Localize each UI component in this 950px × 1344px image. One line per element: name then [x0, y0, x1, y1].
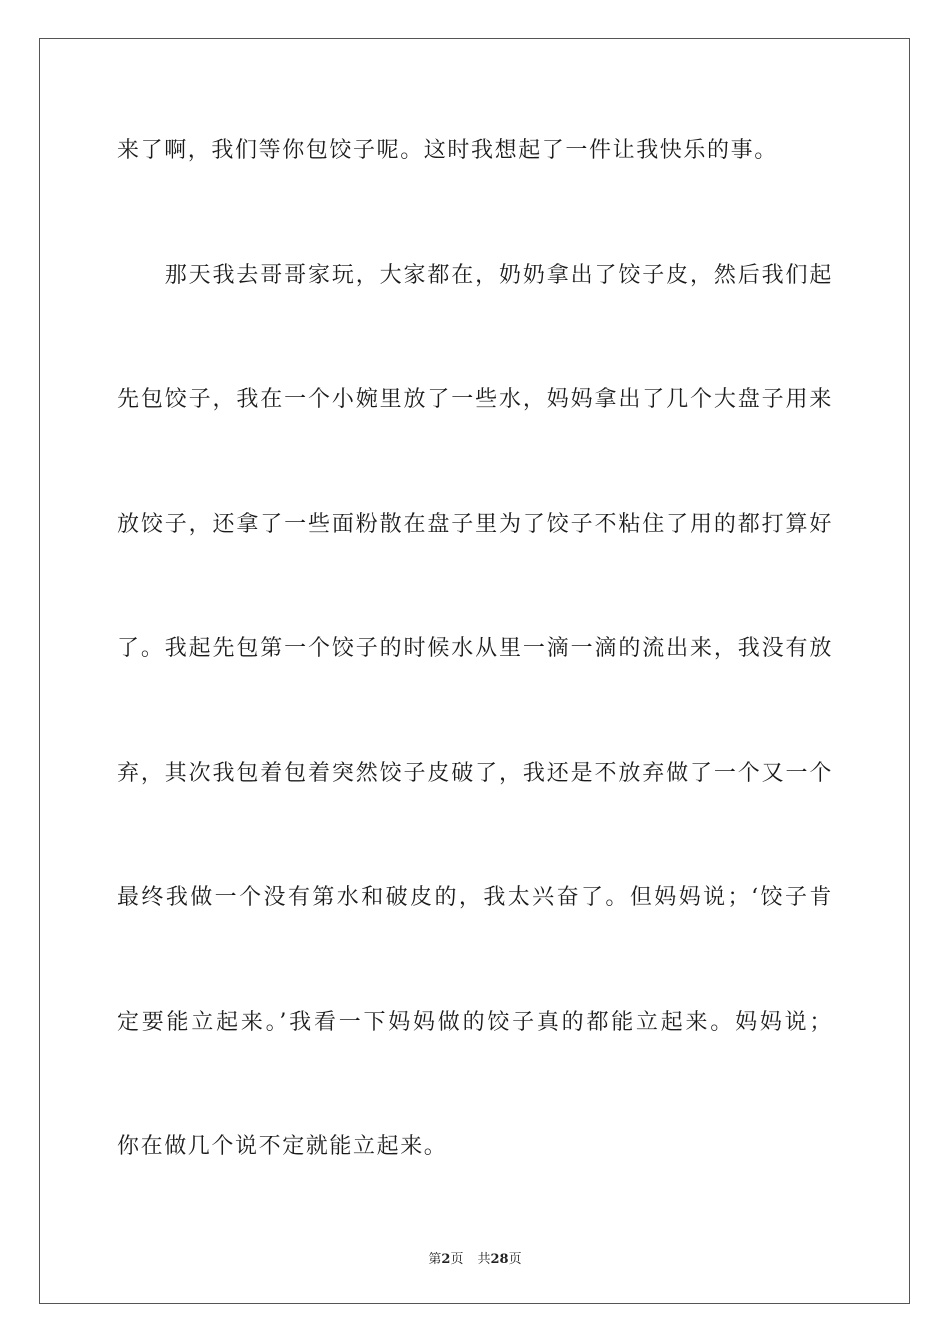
body-text-line-5: 了。我起先包第一个饺子的时候水从里一滴一滴的流出来，我没有放	[117, 636, 833, 661]
page-footer	[0, 1248, 950, 1267]
total-prefix: 共	[477, 1252, 491, 1267]
page-prefix: 第	[428, 1252, 442, 1267]
body-text-line-3: 先包饺子，我在一个小婉里放了一些水，妈妈拿出了几个大盘子用来	[117, 387, 833, 412]
body-text-line-1: 来了啊，我们等你包饺子呢。这时我想起了一件让我快乐的事。	[117, 138, 778, 163]
body-text-line-8: 定要能立起来。’我看一下妈妈做的饺子真的都能立起来。妈妈说；	[117, 1010, 833, 1035]
page-border	[39, 38, 910, 1304]
body-text-line-7: 最终我做一个没有第水和破皮的，我太兴奋了。但妈妈说；‘饺子肯	[117, 885, 833, 910]
page-number: 2	[441, 1252, 451, 1267]
body-text-line-9: 你在做几个说不定就能立起来。	[117, 1134, 448, 1159]
page-suffix: 页	[450, 1252, 464, 1267]
body-text-line-4: 放饺子，还拿了一些面粉散在盘子里为了饺子不粘住了用的都打算好	[117, 512, 833, 537]
body-text-line-6: 弃，其次我包着包着突然饺子皮破了，我还是不放弃做了一个又一个	[117, 761, 833, 786]
body-text-line-2: 那天我去哥哥家玩，大家都在，奶奶拿出了饺子皮，然后我们起	[117, 263, 833, 288]
total-suffix: 页	[508, 1252, 522, 1267]
total-pages: 28	[490, 1252, 509, 1267]
